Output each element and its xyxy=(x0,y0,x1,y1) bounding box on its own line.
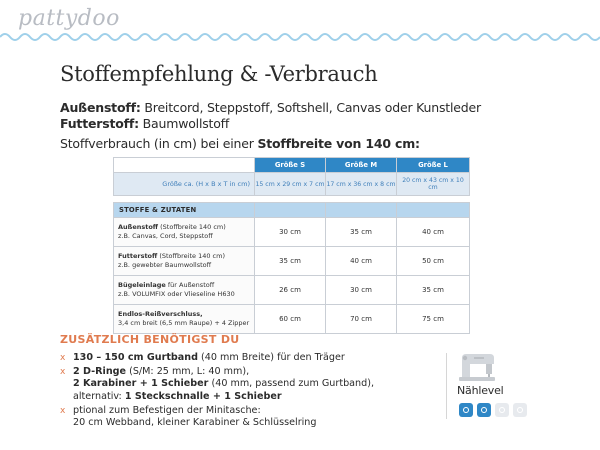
fabric-usage-table xyxy=(113,157,470,334)
row-label xyxy=(114,218,255,247)
fabric-recommendation xyxy=(60,100,481,132)
extras-heading: ZUSÄTZLICH BENÖTIGST DU xyxy=(60,333,240,346)
item-text: (S/M: 25 mm, L: 40 mm), xyxy=(126,366,250,378)
row-label-extra: (Stoffbreite 140 cm) xyxy=(157,252,226,260)
row-label-extra: für Außenstoff xyxy=(165,281,215,289)
outer-fabric-value: Breitcord, Steppstoff, Softshell, Canvas oder Kunstleder xyxy=(144,100,481,115)
row-label xyxy=(114,305,255,334)
row-label-main: Außenstoff xyxy=(118,223,159,231)
section-fill-m xyxy=(326,203,397,218)
list-item xyxy=(60,366,430,403)
row-label-extra: (Stoffbreite 140 cm) xyxy=(158,223,226,231)
item-text: (40 mm Breite) für den Träger xyxy=(197,352,345,363)
list-item xyxy=(60,405,430,429)
level-dot-filled xyxy=(459,403,473,417)
row-label xyxy=(114,247,255,276)
item-text: (40 mm, passend zum Gurtband), xyxy=(208,378,375,390)
cell-s: 60 cm xyxy=(255,305,326,334)
row-label-main: Endlos-Reißverschluss, xyxy=(118,310,203,318)
size-header-row xyxy=(114,158,470,173)
usage-fabric-width: Stoffbreite von 140 cm: xyxy=(257,136,420,151)
dimensions-row xyxy=(114,173,470,196)
outer-fabric-label: Außenstoff: xyxy=(60,100,141,115)
size-header-l: Größe L xyxy=(397,158,470,173)
row-label-sub: 3,4 cm breit (6,5 mm Raupe) + 4 Zipper xyxy=(118,319,250,327)
bullet-x: x xyxy=(60,353,66,363)
cell-l: 75 cm xyxy=(397,305,470,334)
pattydoo-logo: pattydoo xyxy=(18,6,120,31)
bullet-x: x xyxy=(60,405,66,416)
cell-l: 50 cm xyxy=(397,247,470,276)
lining-fabric-label: Futterstoff: xyxy=(60,116,139,131)
sewing-level-label: Nählevel xyxy=(457,384,504,397)
row-label-sub: z.B. gewebter Baumwollstoff xyxy=(118,261,212,269)
page-title: Stoffempfehlung & -Verbrauch xyxy=(60,62,378,86)
size-header-s: Größe S xyxy=(255,158,326,173)
section-header: STOFFE & ZUTATEN xyxy=(114,203,255,218)
lining-fabric-line xyxy=(60,116,481,132)
level-dot-empty xyxy=(513,403,527,417)
extras-list xyxy=(60,352,430,431)
section-fill-s xyxy=(255,203,326,218)
size-header-m: Größe M xyxy=(326,158,397,173)
item-text: 20 cm Webband, kleiner Karabiner & Schlüsselring xyxy=(73,417,317,429)
item-text: ptional zum Befestigen der Minitasche: xyxy=(73,404,261,416)
table-row xyxy=(114,218,470,247)
usage-text: Stoffverbrauch (in cm) bei einer xyxy=(60,136,258,151)
dimensions-s: 15 cm x 29 cm x 7 cm xyxy=(255,173,326,196)
sewing-level-indicator xyxy=(459,403,527,417)
row-label-sub: z.B. VOLUMFIX oder Vlieseline H630 xyxy=(118,290,235,298)
section-fill-l xyxy=(397,203,470,218)
decorative-wave-line xyxy=(0,30,600,44)
row-label-sub: z.B. Canvas, Cord, Steppstoff xyxy=(118,232,213,240)
header-blank xyxy=(114,158,255,173)
section-header-row xyxy=(114,203,470,218)
list-item xyxy=(60,352,430,364)
cell-s: 35 cm xyxy=(255,247,326,276)
item-bold: 1 Steckschnalle + 1 Schieber xyxy=(124,390,282,402)
row-label xyxy=(114,276,255,305)
cell-s: 30 cm xyxy=(255,218,326,247)
outer-fabric-line xyxy=(60,100,481,116)
table-row xyxy=(114,247,470,276)
table-row xyxy=(114,276,470,305)
item-bold: 130 – 150 cm Gurtband xyxy=(73,352,198,363)
item-bold: 2 Karabiner + 1 Schieber xyxy=(73,378,209,390)
dimensions-l: 20 cm x 43 cm x 10 cm xyxy=(397,173,470,196)
cell-l: 40 cm xyxy=(397,218,470,247)
level-dot-filled xyxy=(477,403,491,417)
item-bold: 2 D-Ringe xyxy=(73,366,127,378)
cell-m: 35 cm xyxy=(326,218,397,247)
table-gap xyxy=(114,196,470,203)
cell-s: 26 cm xyxy=(255,276,326,305)
cell-m: 70 cm xyxy=(326,305,397,334)
row-label-main: Futterstoff xyxy=(118,252,158,260)
item-text: alternativ: xyxy=(73,390,125,402)
sewing-machine-icon xyxy=(456,348,498,382)
cell-m: 40 cm xyxy=(326,247,397,276)
level-dot-empty xyxy=(495,403,509,417)
lining-fabric-value: Baumwollstoff xyxy=(142,116,230,131)
level-divider xyxy=(446,353,447,419)
cell-m: 30 cm xyxy=(326,276,397,305)
dimensions-m: 17 cm x 36 cm x 8 cm xyxy=(326,173,397,196)
dimensions-label: Größe ca. (H x B x T in cm) xyxy=(114,173,255,196)
bullet-x: x xyxy=(60,367,66,378)
row-label-main: Bügeleinlage xyxy=(118,281,166,289)
table-row xyxy=(114,305,470,334)
fabric-usage-intro xyxy=(60,136,420,151)
cell-l: 35 cm xyxy=(397,276,470,305)
